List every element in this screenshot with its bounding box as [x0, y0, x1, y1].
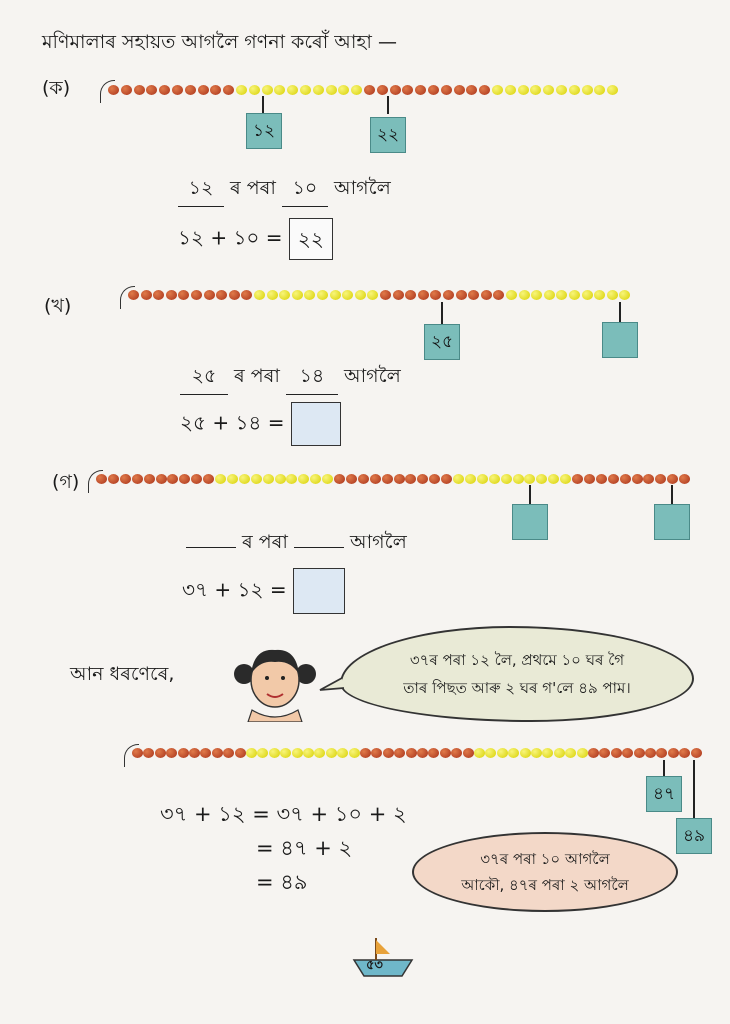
- bead-red: [229, 290, 240, 300]
- bead-yellow: [279, 290, 290, 300]
- bead-yellow: [543, 85, 554, 95]
- bead-red: [417, 748, 428, 758]
- bead-red: [185, 85, 196, 95]
- bead-red: [451, 748, 462, 758]
- bead-red: [156, 474, 167, 484]
- working-line-1: ৩৭ + ১২ = ৩৭ + ১০ + ২: [160, 802, 407, 826]
- bead-yellow: [280, 748, 291, 758]
- bead-yellow: [287, 85, 298, 95]
- bead-yellow: [489, 474, 500, 484]
- bead-red: [120, 474, 131, 484]
- bead-yellow: [257, 748, 268, 758]
- bead-red: [198, 85, 209, 95]
- bead-red: [645, 748, 656, 758]
- equation-text: ২৫ + ১৪ =: [180, 410, 285, 435]
- bead-yellow: [227, 474, 238, 484]
- bead-yellow: [485, 748, 496, 758]
- equation-ka: [178, 218, 333, 260]
- bead-yellow: [304, 290, 315, 300]
- bead-red: [216, 290, 227, 300]
- bead-yellow: [355, 290, 366, 300]
- number-tag: [602, 322, 638, 358]
- bead-red: [210, 85, 221, 95]
- bead-red: [144, 474, 155, 484]
- from-blank[interactable]: ২৫: [180, 362, 228, 395]
- bead-yellow: [349, 748, 360, 758]
- working-line-2: = ৪৭ + ২: [256, 836, 353, 860]
- bead-red: [166, 290, 177, 300]
- bead-red: [405, 474, 416, 484]
- bead-red: [394, 474, 405, 484]
- bead-red: [382, 474, 393, 484]
- count-sentence-kha: [180, 362, 401, 395]
- bead-red: [108, 85, 119, 95]
- bead-yellow: [236, 85, 247, 95]
- bead-yellow: [619, 290, 630, 300]
- bead-red: [632, 474, 643, 484]
- bead-red: [468, 290, 479, 300]
- by-blank[interactable]: ১০: [282, 174, 328, 207]
- bead-yellow: [254, 290, 265, 300]
- bead-yellow: [556, 290, 567, 300]
- tag-stem: [387, 96, 389, 114]
- bead-yellow: [274, 85, 285, 95]
- bead-yellow: [300, 85, 311, 95]
- answer-box[interactable]: [291, 402, 341, 446]
- other-way-heading: আন ধৰণেৰে,: [70, 663, 175, 685]
- bead-red: [667, 474, 678, 484]
- bead-red: [132, 748, 143, 758]
- bead-red: [371, 748, 382, 758]
- from-blank[interactable]: [186, 547, 236, 548]
- forward-text: আগলৈ: [333, 177, 391, 199]
- bead-yellow: [313, 85, 324, 95]
- bead-red: [380, 290, 391, 300]
- bead-yellow: [314, 748, 325, 758]
- bead-yellow: [607, 85, 618, 95]
- tag-stem: [441, 302, 443, 326]
- bead-red: [346, 474, 357, 484]
- bead-yellow: [275, 474, 286, 484]
- bead-red: [402, 85, 413, 95]
- girl-illustration: [230, 640, 320, 722]
- bead-yellow: [582, 290, 593, 300]
- bead-red: [656, 748, 667, 758]
- bead-red: [191, 290, 202, 300]
- bead-red: [191, 474, 202, 484]
- answer-box[interactable]: [293, 568, 345, 614]
- bead-red: [599, 748, 610, 758]
- bead-yellow: [267, 290, 278, 300]
- bead-yellow: [497, 748, 508, 758]
- bead-yellow: [262, 85, 273, 95]
- tag-stem: [671, 485, 673, 505]
- note-line-1: ৩৭ৰ পৰা ১০ আগলৈ: [480, 850, 610, 868]
- bead-red: [479, 85, 490, 95]
- bead-yellow: [531, 290, 542, 300]
- bead-red: [668, 748, 679, 758]
- bead-yellow: [474, 748, 485, 758]
- bead-yellow: [536, 474, 547, 484]
- number-tag: ১২: [246, 113, 282, 149]
- bead-red: [643, 474, 654, 484]
- number-tag: [654, 504, 690, 540]
- bead-red: [96, 474, 107, 484]
- bead-red: [441, 85, 452, 95]
- bead-yellow: [246, 748, 257, 758]
- bead-red: [235, 748, 246, 758]
- bead-red: [364, 85, 375, 95]
- bead-red: [203, 474, 214, 484]
- bead-yellow: [569, 290, 580, 300]
- bead-red: [620, 474, 631, 484]
- bead-yellow: [239, 474, 250, 484]
- bead-red: [596, 474, 607, 484]
- bead-yellow: [560, 474, 571, 484]
- number-tag: [512, 504, 548, 540]
- section-label-kha: (খ): [44, 295, 72, 317]
- bead-red: [223, 748, 234, 758]
- bead-red: [463, 748, 474, 758]
- bead-red: [179, 474, 190, 484]
- bead-red: [108, 474, 119, 484]
- bead-red: [393, 290, 404, 300]
- bead-red: [358, 474, 369, 484]
- bead-yellow: [292, 290, 303, 300]
- bead-yellow: [317, 290, 328, 300]
- bead-red: [121, 85, 132, 95]
- bead-red: [155, 748, 166, 758]
- bead-red: [481, 290, 492, 300]
- bead-red: [166, 748, 177, 758]
- tag-stem: [529, 485, 531, 505]
- bead-yellow: [530, 85, 541, 95]
- bead-yellow: [554, 748, 565, 758]
- bead-red: [679, 748, 690, 758]
- bead-red: [405, 290, 416, 300]
- bead-red: [178, 748, 189, 758]
- bead-yellow: [326, 748, 337, 758]
- bead-red: [204, 290, 215, 300]
- tag-stem: [663, 760, 665, 776]
- note-line-2: আকৌ, ৪৭ৰ পৰা ২ আগলৈ: [461, 876, 629, 894]
- bead-yellow: [556, 85, 567, 95]
- speech-line-2: তাৰ পিছত আৰু ২ ঘৰ গ'লে ৪৯ পাম।: [403, 679, 631, 697]
- bead-yellow: [513, 474, 524, 484]
- bead-red: [417, 474, 428, 484]
- number-tag: ২৫: [424, 324, 460, 360]
- bead-yellow: [501, 474, 512, 484]
- section-label-ka: (ক): [42, 77, 71, 99]
- bead-red: [334, 474, 345, 484]
- bead-yellow: [263, 474, 274, 484]
- bead-yellow: [594, 290, 605, 300]
- bead-yellow: [577, 748, 588, 758]
- bead-yellow: [524, 474, 535, 484]
- bead-red: [572, 474, 583, 484]
- instruction-text: মণিমালাৰ সহায়ত আগলৈ গণনা কৰোঁ আহা —: [42, 31, 397, 53]
- bead-red: [189, 748, 200, 758]
- boat-icon: [350, 934, 416, 980]
- bead-red: [691, 748, 702, 758]
- bead-red: [143, 748, 154, 758]
- bead-yellow: [351, 85, 362, 95]
- note-oval: [412, 832, 678, 912]
- bead-red: [584, 474, 595, 484]
- bead-yellow: [465, 474, 476, 484]
- bead-yellow: [544, 290, 555, 300]
- from-text: ৰ পৰা: [230, 177, 276, 199]
- from-blank[interactable]: ১২: [178, 174, 224, 207]
- bead-red: [608, 474, 619, 484]
- number-tag: ২২: [370, 117, 406, 153]
- bead-yellow: [298, 474, 309, 484]
- bead-yellow: [506, 290, 517, 300]
- bead-yellow: [548, 474, 559, 484]
- bead-red: [622, 748, 633, 758]
- bead-red: [634, 748, 645, 758]
- by-blank[interactable]: [294, 547, 344, 548]
- count-sentence-ka: [178, 174, 391, 207]
- bead-yellow: [337, 748, 348, 758]
- speech-bubble: [340, 626, 694, 722]
- bead-red: [223, 85, 234, 95]
- count-sentence-ga: [186, 528, 407, 560]
- bead-red: [443, 290, 454, 300]
- bead-yellow: [326, 85, 337, 95]
- bead-red: [418, 290, 429, 300]
- bead-yellow: [269, 748, 280, 758]
- bead-yellow: [303, 748, 314, 758]
- bead-yellow: [505, 85, 516, 95]
- bead-red: [167, 474, 178, 484]
- bead-red: [390, 85, 401, 95]
- bead-red: [134, 85, 145, 95]
- bead-yellow: [342, 290, 353, 300]
- bead-red: [141, 290, 152, 300]
- by-blank[interactable]: ১৪: [286, 362, 338, 395]
- equation-text: ১২ + ১০ =: [178, 225, 283, 250]
- bead-red: [441, 474, 452, 484]
- bead-yellow: [519, 290, 530, 300]
- bead-yellow: [542, 748, 553, 758]
- forward-text: আগলৈ: [349, 531, 407, 553]
- bead-red: [611, 748, 622, 758]
- bead-yellow: [594, 85, 605, 95]
- bead-red: [241, 290, 252, 300]
- bead-red: [429, 474, 440, 484]
- bead-red: [370, 474, 381, 484]
- bead-red: [153, 290, 164, 300]
- bead-yellow: [286, 474, 297, 484]
- bead-yellow: [215, 474, 226, 484]
- bead-red: [430, 290, 441, 300]
- bead-red: [428, 748, 439, 758]
- bead-yellow: [492, 85, 503, 95]
- bead-red: [415, 85, 426, 95]
- bead-yellow: [292, 748, 303, 758]
- answer-box[interactable]: ২২: [289, 218, 333, 260]
- bead-yellow: [251, 474, 262, 484]
- bead-yellow: [249, 85, 260, 95]
- working-line-3: = ৪৯: [256, 870, 308, 894]
- bead-yellow: [531, 748, 542, 758]
- bead-yellow: [569, 85, 580, 95]
- bead-yellow: [518, 85, 529, 95]
- bead-red: [383, 748, 394, 758]
- bead-yellow: [520, 748, 531, 758]
- page-number: ৫৩: [366, 958, 383, 973]
- equation-text: ৩৭ + ১২ =: [182, 577, 287, 602]
- bead-red: [456, 290, 467, 300]
- forward-text: আগলৈ: [343, 365, 401, 387]
- equation-ga: [182, 568, 345, 614]
- bead-red: [360, 748, 371, 758]
- bead-red: [428, 85, 439, 95]
- bead-red: [679, 474, 690, 484]
- bead-red: [159, 85, 170, 95]
- from-text: ৰ পৰা: [234, 365, 280, 387]
- bead-yellow: [565, 748, 576, 758]
- bead-red: [466, 85, 477, 95]
- equation-kha: [180, 402, 341, 446]
- bead-red: [377, 85, 388, 95]
- speech-bubble-tail: [318, 676, 348, 696]
- bead-red: [493, 290, 504, 300]
- bead-red: [655, 474, 666, 484]
- bead-red: [212, 748, 223, 758]
- from-text: ৰ পৰা: [242, 531, 288, 553]
- section-label-ga: (গ): [52, 471, 80, 493]
- speech-line-1: ৩৭ৰ পৰা ১২ লৈ, প্ৰথমে ১০ ঘৰ গৈ: [409, 651, 625, 669]
- bead-yellow: [477, 474, 488, 484]
- bead-yellow: [367, 290, 378, 300]
- bead-red: [454, 85, 465, 95]
- bead-yellow: [607, 290, 618, 300]
- bead-red: [172, 85, 183, 95]
- bead-red: [178, 290, 189, 300]
- bead-yellow: [338, 85, 349, 95]
- bead-yellow: [322, 474, 333, 484]
- bead-yellow: [508, 748, 519, 758]
- bead-red: [200, 748, 211, 758]
- bead-red: [128, 290, 139, 300]
- tag-stem: [262, 96, 264, 114]
- bead-yellow: [453, 474, 464, 484]
- number-tag-49: ৪৯: [676, 818, 712, 854]
- bead-yellow: [582, 85, 593, 95]
- tag-stem: [619, 302, 621, 322]
- bead-red: [146, 85, 157, 95]
- tag-stem: [693, 760, 695, 820]
- bead-yellow: [310, 474, 321, 484]
- bead-red: [394, 748, 405, 758]
- number-tag-47: ৪৭: [646, 776, 682, 812]
- bead-red: [406, 748, 417, 758]
- bead-red: [588, 748, 599, 758]
- bead-red: [132, 474, 143, 484]
- bead-red: [440, 748, 451, 758]
- bead-yellow: [330, 290, 341, 300]
